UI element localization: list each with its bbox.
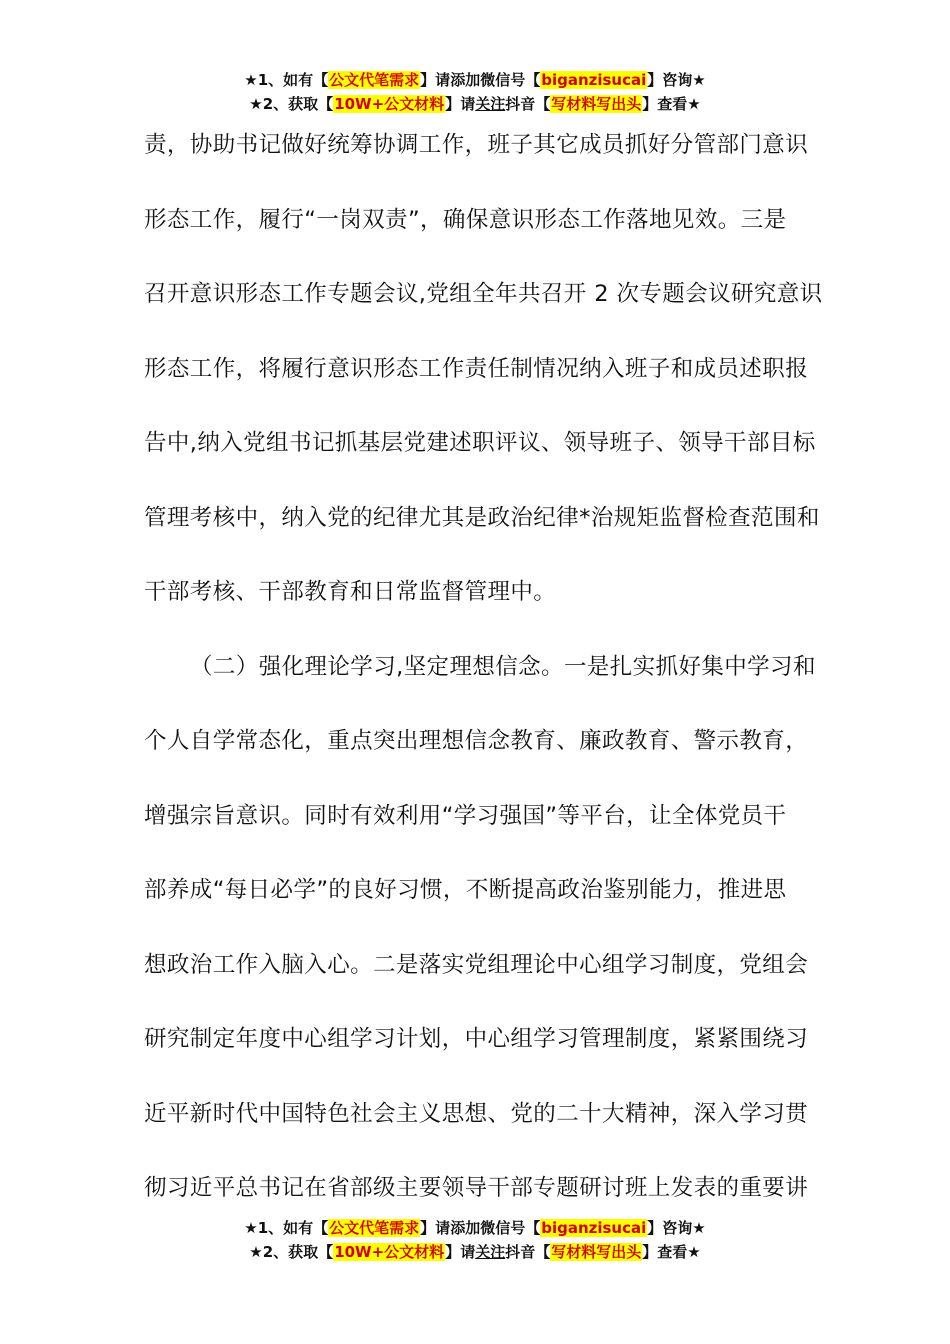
body-line: 个人自学常态化，重点突出理想信念教育、廉政教育、警示教育， bbox=[144, 728, 809, 754]
ad-highlight: 公文代笔需求 bbox=[329, 1219, 420, 1237]
douyin-id-highlight: 写材料写出头 bbox=[551, 1243, 642, 1261]
header-ad-banner bbox=[0, 68, 950, 116]
ad-highlight: 公文代笔需求 bbox=[329, 71, 420, 89]
wechat-id-highlight: biganzisucai bbox=[541, 1219, 647, 1237]
body-line: 干部考核、干部教育和日常监督管理中。 bbox=[144, 579, 557, 605]
body-line: 责，协助书记做好统筹协调工作，班子其它成员抓好分管部门意识 bbox=[144, 132, 809, 158]
body-line: 彻习近平总书记在省部级主要领导干部专题研讨班上发表的重要讲 bbox=[144, 1175, 809, 1201]
body-line: 召开意识形态工作专题会议,党组全年共召开 2 次专题会议研究意识 bbox=[144, 281, 823, 307]
footer-ad-banner bbox=[0, 1216, 950, 1264]
body-line: 想政治工作入脑入心。二是落实党组理论中心组学习制度，党组会 bbox=[144, 951, 809, 978]
body-line: 管理考核中，纳入党的纪律尤其是政治纪律*治规矩监督检查范围和 bbox=[144, 504, 820, 531]
body-line: 部养成“每日必学”的良好习惯，不断提高政治鉴别能力，推进思 bbox=[144, 877, 787, 903]
ad-line-1: ★1、如有【公文代笔需求】请添加微信号【biganzisucai】咨询★ bbox=[244, 71, 706, 89]
ad-highlight: 10W+公文材料 bbox=[334, 1243, 445, 1261]
ad-highlight: 10W+公文材料 bbox=[334, 95, 445, 113]
ad-line-2: ★2、获取【10W+公文材料】请关注抖音【写材料写出头】查看★ bbox=[249, 1243, 701, 1261]
douyin-id-highlight: 写材料写出头 bbox=[551, 95, 642, 113]
ad-line-2: ★2、获取【10W+公文材料】请关注抖音【写材料写出头】查看★ bbox=[249, 95, 701, 113]
body-line: 增强宗旨意识。同时有效利用“学习强国”等平台，让全体党员干 bbox=[144, 802, 787, 829]
ad-line-1: ★1、如有【公文代笔需求】请添加微信号【biganzisucai】咨询★ bbox=[244, 1219, 706, 1237]
body-line: 形态工作，履行“一岗双责”，确保意识形态工作落地见效。三是 bbox=[144, 206, 787, 233]
body-line: 形态工作，将履行意识形态工作责任制情况纳入班子和成员述职报 bbox=[144, 355, 809, 382]
body-line: 近平新时代中国特色社会主义思想、党的二十大精神，深入学习贯 bbox=[144, 1100, 809, 1127]
body-line: 告中,纳入党组书记抓基层党建述职评议、领导班子、领导干部目标 bbox=[144, 430, 816, 456]
document-body bbox=[144, 120, 823, 1238]
body-line: 研究制定年度中心组学习计划，中心组学习管理制度，紧紧围绕习 bbox=[144, 1026, 809, 1052]
wechat-id-highlight: biganzisucai bbox=[541, 71, 647, 89]
section-heading-line: （二）强化理论学习,坚定理想信念。一是扎实抓好集中学习和 bbox=[190, 653, 816, 680]
